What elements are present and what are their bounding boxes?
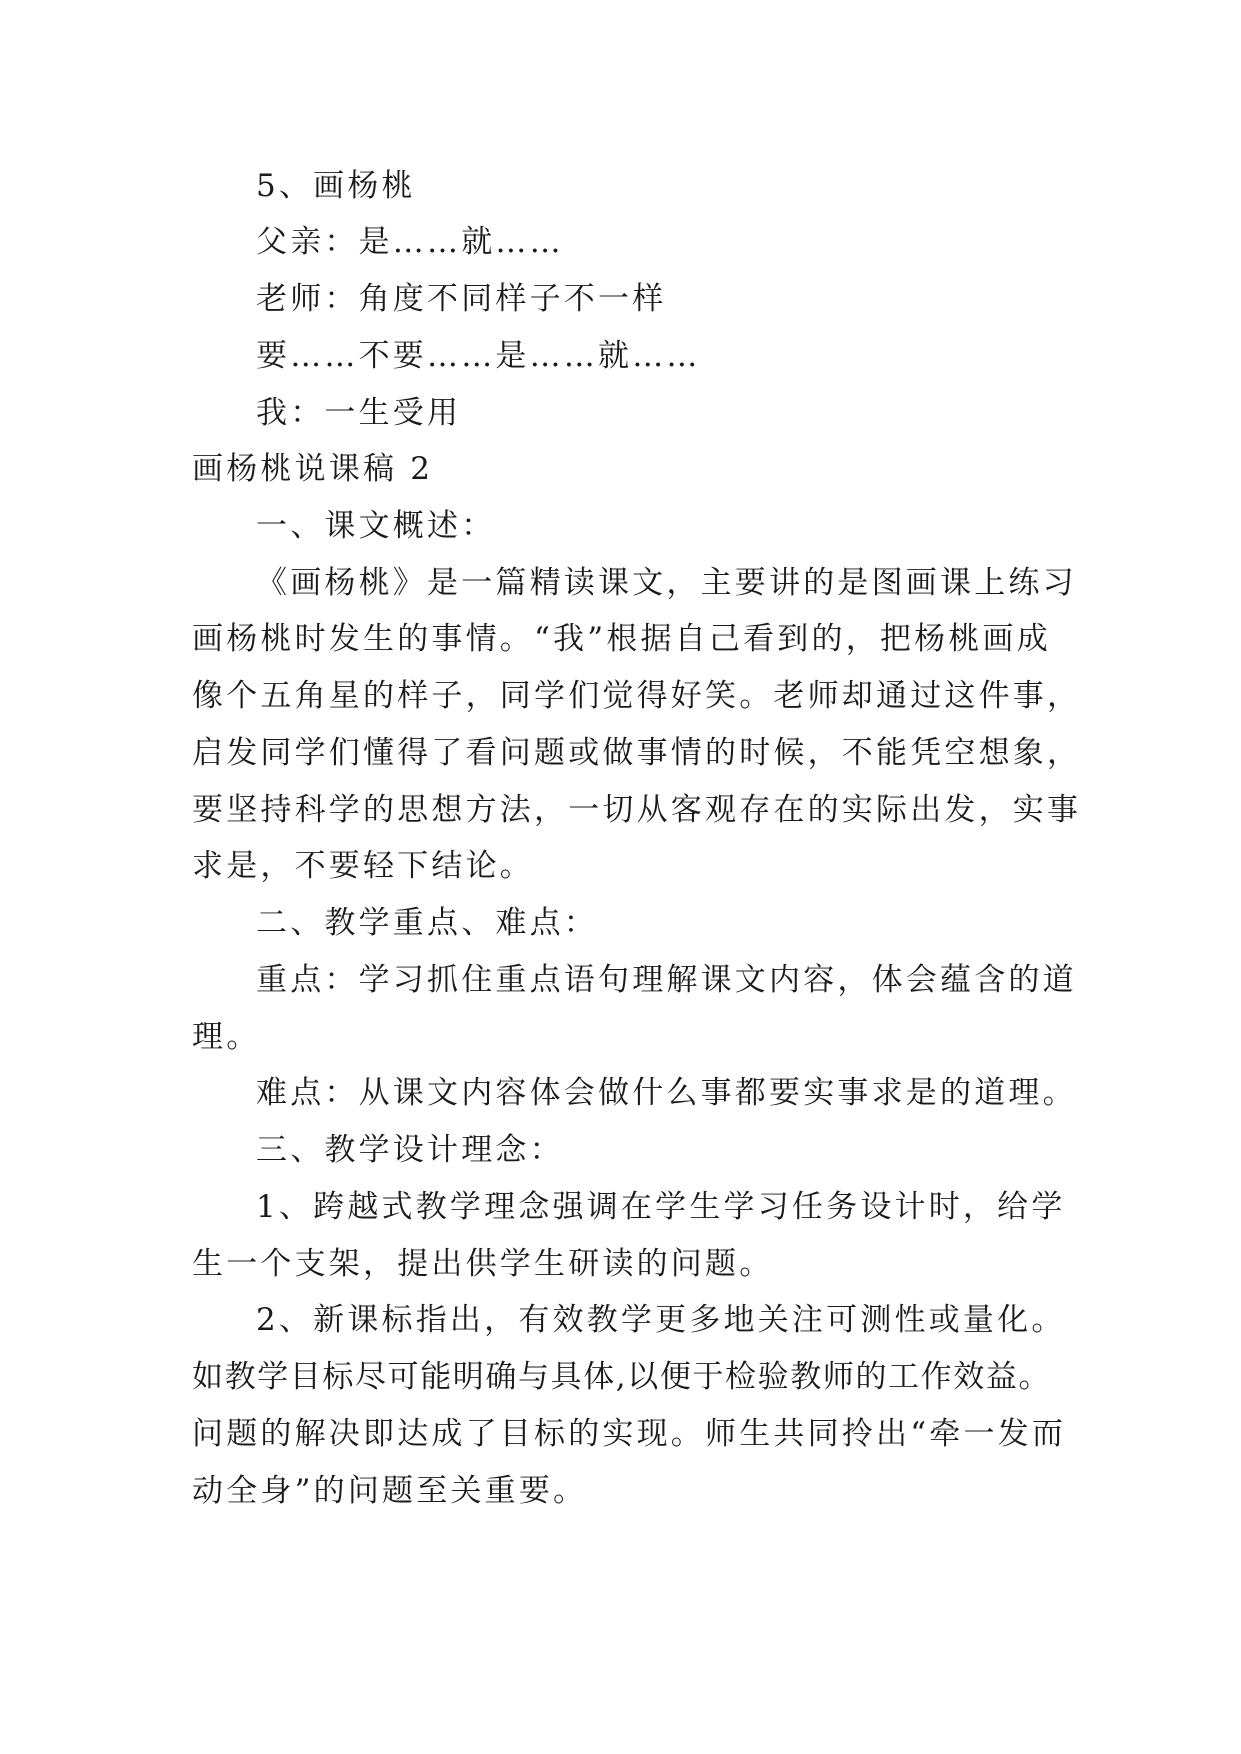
paragraph-line: 如教学目标尽可能明确与具体,以便于检验教师的工作效益。 — [192, 1359, 1052, 1395]
heading-design-concept: 三、教学设计理念： — [256, 1132, 564, 1168]
paragraph-line: 动全身”的问题至关重要。 — [192, 1473, 588, 1509]
outline-item-father: 父亲：是……就…… — [256, 224, 564, 260]
paragraph-line: 2、新课标指出，有效教学更多地关注可测性或量化。 — [256, 1302, 1066, 1338]
paragraph-line: 像个五角星的样子，同学们觉得好笑。老师却通过这件事， — [192, 678, 1082, 714]
paragraph-line: 重点：学习抓住重点语句理解课文内容，体会蕴含的道 — [256, 962, 1077, 998]
paragraph-line: 要坚持科学的思想方法，一切从客观存在的实际出发，实事 — [192, 792, 1082, 828]
paragraph-line: 难点：从课文内容体会做什么事都要实事求是的道理。 — [256, 1075, 1077, 1111]
paragraph-line: 《画杨桃》是一篇精读课文，主要讲的是图画课上练习 — [256, 565, 1077, 601]
outline-item-teacher: 老师：角度不同样子不一样 — [256, 281, 667, 317]
paragraph-line: 启发同学们懂得了看问题或做事情的时候，不能凭空想象， — [192, 735, 1082, 771]
paragraph-line: 1、跨越式教学理念强调在学生学习任务设计时，给学 — [256, 1189, 1066, 1225]
section-heading-2: 画杨桃说课稿 2 — [192, 451, 434, 487]
paragraph-line: 生一个支架，提出供学生研读的问题。 — [192, 1246, 774, 1282]
outline-item-pattern: 要……不要……是……就…… — [256, 338, 701, 374]
heading-overview: 一、课文概述： — [256, 508, 496, 544]
paragraph-line: 理。 — [192, 1019, 261, 1055]
outline-item-me: 我：一生受用 — [256, 395, 462, 431]
paragraph-line: 画杨桃时发生的事情。“我”根据自己看到的，把杨桃画成 — [192, 621, 1051, 657]
paragraph-line: 问题的解决即达成了目标的实现。师生共同拎出“牵一发而 — [192, 1416, 1067, 1452]
heading-key-points: 二、教学重点、难点： — [256, 905, 598, 941]
outline-item-title: 5、画杨桃 — [256, 168, 416, 204]
paragraph-line: 求是，不要轻下结论。 — [192, 848, 534, 884]
